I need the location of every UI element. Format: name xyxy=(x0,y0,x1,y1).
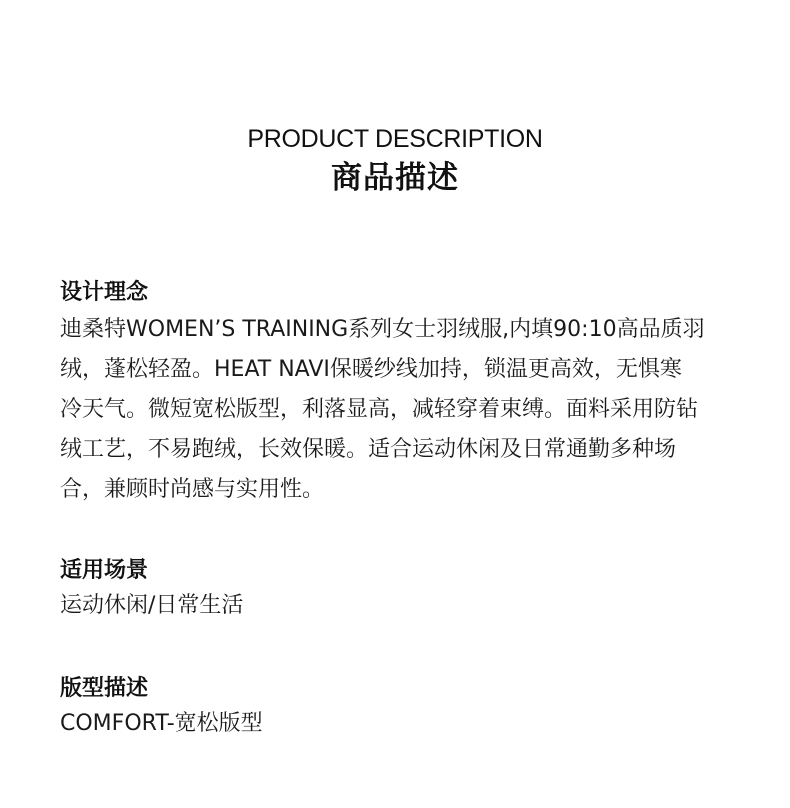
section-title: 设计理念 xyxy=(60,280,149,305)
body-line: 冷天气。微短宽松版型，利落显高，减轻穿着束缚。面料采用防钻 xyxy=(60,397,699,422)
body-line: 合，兼顾时尚感与实用性。 xyxy=(60,477,325,502)
section-body: COMFORT-宽松版型 xyxy=(60,711,263,736)
section-body: 运动休闲/日常生活 xyxy=(60,593,244,618)
header-title-cn: 商品描述 xyxy=(331,160,459,196)
section-design-concept xyxy=(60,278,760,510)
section-body xyxy=(60,310,760,510)
header-title-en: PRODUCT DESCRIPTION xyxy=(247,125,543,153)
product-description-header xyxy=(0,122,790,200)
section-usage-scenario xyxy=(60,556,760,626)
body-line: 迪桑特WOMEN’S TRAINING系列女士羽绒服,内填90:10高品质羽 xyxy=(60,317,705,342)
section-fit-description xyxy=(60,674,760,744)
section-title: 版型描述 xyxy=(60,676,149,701)
body-line: 绒工艺，不易跑绒，长效保暖。适合运动休闲及日常通勤多种场 xyxy=(60,437,677,462)
section-title: 适用场景 xyxy=(60,558,149,583)
body-line: 绒，蓬松轻盈。HEAT NAVI保暖纱线加持，锁温更高效，无惧寒 xyxy=(60,357,682,382)
